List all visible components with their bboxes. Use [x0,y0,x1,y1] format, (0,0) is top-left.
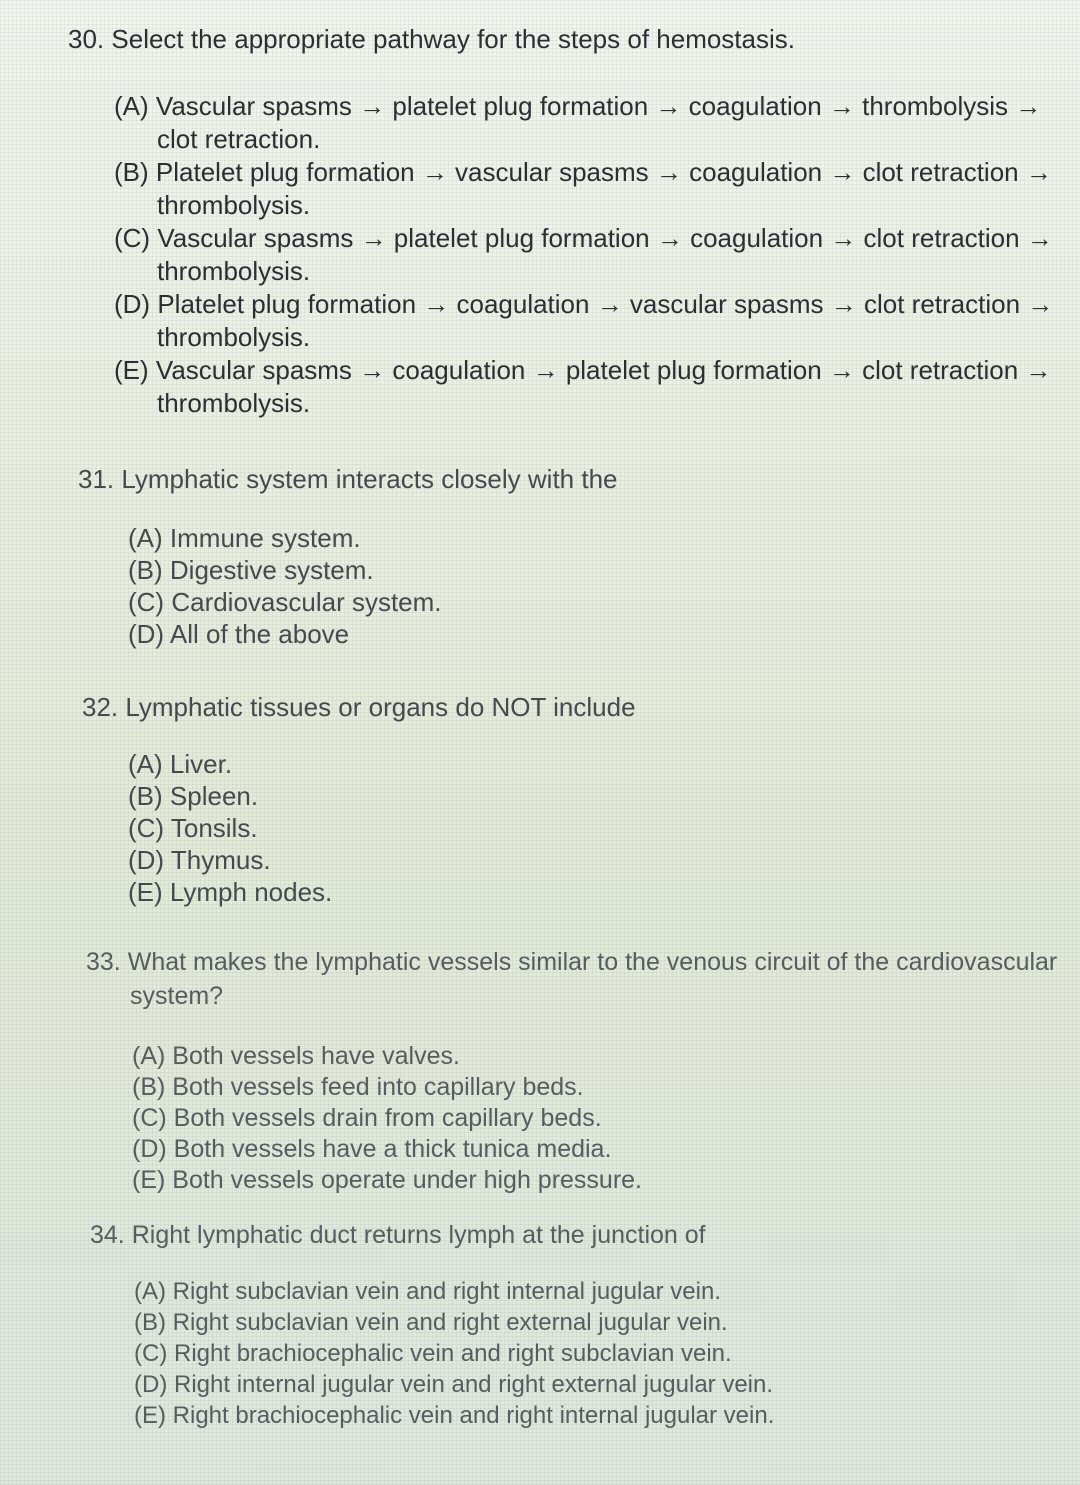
option-letter: (D) [128,619,165,649]
option-text: Spleen. [169,781,259,811]
option-d[interactable] [132,1134,1080,1165]
option-letter: (C) [114,223,151,253]
option-text: Digestive system. [169,555,374,585]
option-letter: (E) [114,355,149,385]
option-letter: (C) [134,1340,168,1367]
option-letter: (D) [128,845,165,875]
question-32 [0,690,1080,908]
option-b[interactable] [128,554,1080,586]
option-letter: (B) [114,157,149,187]
option-text: Right brachiocephalic vein and right subclavian vein. [174,1340,732,1367]
option-a[interactable] [114,90,1064,156]
option-b[interactable] [132,1072,1080,1103]
question-number: 34. [90,1221,125,1249]
question-31 [0,462,1080,650]
option-c[interactable] [128,586,1080,618]
option-text: Immune system. [169,523,361,553]
option-text-continued: thrombolysis. [157,256,311,286]
question-33-options [132,1041,1080,1196]
question-number: 32. [82,692,119,722]
option-b[interactable] [134,1307,1080,1338]
option-a[interactable] [128,748,1080,780]
option-text: Lymph nodes. [169,877,333,907]
option-text: Cardiovascular system. [171,587,442,617]
option-text: Both vessels have a thick tunica media. [173,1135,612,1163]
option-text: Right internal jugular vein and right external jugular vein. [174,1371,774,1398]
question-text: What makes the lymphatic vessels similar to the venous circuit of the cardiovascular [127,948,1058,976]
option-text: Both vessels drain from capillary beds. [173,1104,602,1132]
option-b[interactable] [128,780,1080,812]
option-text: All of the above [169,619,350,649]
question-31-stem [78,462,1080,496]
option-letter: (C) [128,587,165,617]
option-text: Tonsils. [170,813,258,843]
option-letter: (A) [134,1278,166,1305]
option-text: Both vessels have valves. [172,1042,460,1070]
question-34-options [134,1276,1080,1431]
question-33 [0,945,1080,1196]
option-c[interactable] [114,222,1064,288]
option-text: Both vessels operate under high pressure. [172,1166,643,1194]
option-text-continued: thrombolysis. [157,322,311,352]
option-c[interactable] [132,1103,1080,1134]
option-letter: (A) [128,523,163,553]
question-text: Right lymphatic duct returns lymph at the junction of [131,1221,706,1249]
question-text: Select the appropriate pathway for the steps of hemostasis. [111,24,795,54]
question-34-stem [90,1218,1080,1252]
option-letter: (D) [114,289,151,319]
option-text: Vascular spasms → coagulation → platelet plug formation → clot retraction → [155,355,1052,385]
option-a[interactable] [134,1276,1080,1307]
option-letter: (A) [128,749,163,779]
option-e[interactable] [128,876,1080,908]
question-text: Lymphatic system interacts closely with the [121,464,618,494]
question-number: 31. [78,464,115,494]
option-letter: (A) [132,1042,166,1070]
question-33-stem [86,945,1080,1013]
question-number: 30. [68,24,105,54]
option-text: Vascular spasms → platelet plug formation → coagulation → clot retraction → [157,223,1053,253]
option-e[interactable] [134,1400,1080,1431]
option-text: Thymus. [170,845,271,875]
option-text-continued: thrombolysis. [157,190,311,220]
option-letter: (D) [132,1135,167,1163]
question-32-stem [82,690,1080,724]
option-letter: (C) [132,1104,167,1132]
option-letter: (C) [128,813,165,843]
question-30-stem [68,22,1080,56]
option-letter: (B) [128,781,163,811]
option-a[interactable] [132,1041,1080,1072]
question-34 [0,1218,1080,1431]
option-letter: (E) [132,1166,166,1194]
option-text: Right subclavian vein and right external jugular vein. [172,1309,728,1336]
option-letter: (B) [134,1309,166,1336]
option-letter: (B) [128,555,163,585]
option-text: Right brachiocephalic vein and right internal jugular vein. [172,1402,775,1429]
option-c[interactable] [134,1338,1080,1369]
option-text: Right subclavian vein and right internal jugular vein. [172,1278,721,1305]
question-text: Lymphatic tissues or organs do NOT include [125,692,636,722]
option-e[interactable] [132,1165,1080,1196]
option-d[interactable] [128,844,1080,876]
option-text: Platelet plug formation → coagulation → vascular spasms → clot retraction → [157,289,1054,319]
option-letter: (E) [134,1402,166,1429]
option-letter: (A) [114,91,149,121]
option-text-continued: clot retraction. [157,124,321,154]
question-32-options [128,748,1080,908]
option-b[interactable] [114,156,1064,222]
option-letter: (D) [134,1371,168,1398]
question-31-options [128,522,1080,650]
question-number: 33. [86,948,121,976]
option-e[interactable] [114,354,1064,420]
option-text: Both vessels feed into capillary beds. [172,1073,584,1101]
question-text-continued: system? [130,982,224,1010]
option-letter: (B) [132,1073,166,1101]
option-a[interactable] [128,522,1080,554]
question-30 [0,22,1080,420]
option-text: Vascular spasms → platelet plug formation → coagulation → thrombolysis → [155,91,1042,121]
option-text: Platelet plug formation → vascular spasms → coagulation → clot retraction → [155,157,1052,187]
option-text-continued: thrombolysis. [157,388,311,418]
option-c[interactable] [128,812,1080,844]
option-d[interactable] [134,1369,1080,1400]
option-d[interactable] [128,618,1080,650]
option-letter: (E) [128,877,163,907]
option-text: Liver. [169,749,233,779]
option-d[interactable] [114,288,1064,354]
question-30-options [114,90,1064,420]
